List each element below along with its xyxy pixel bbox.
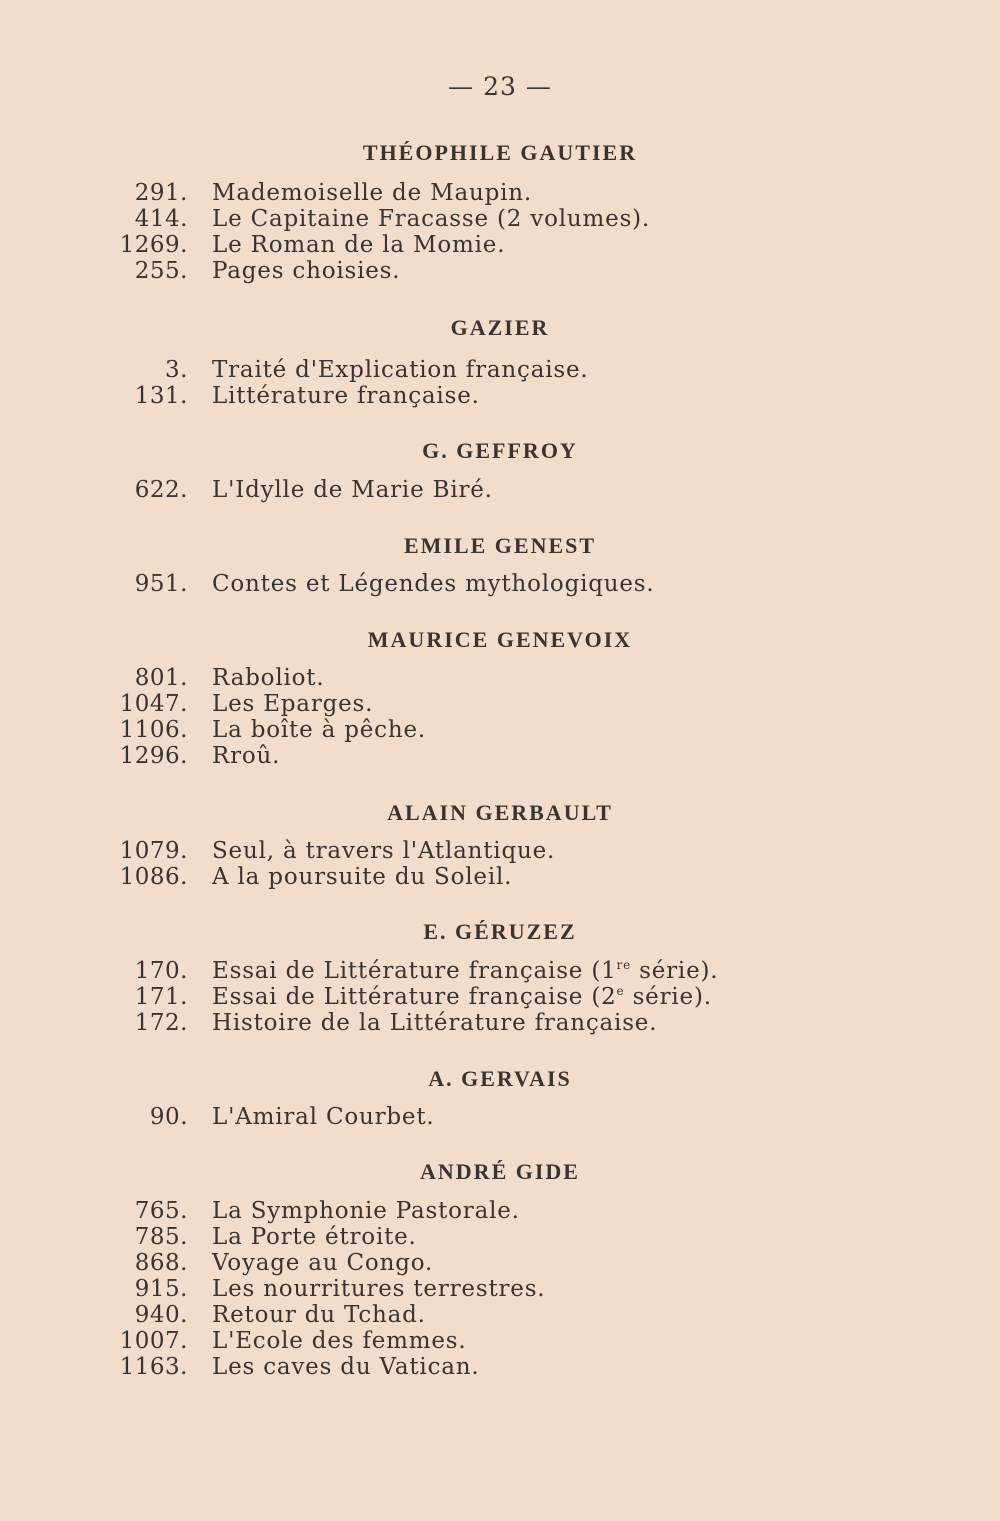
list-item bbox=[0, 1328, 1000, 1354]
author-heading: ALAIN GERBAULT bbox=[387, 800, 613, 825]
entry-number: 915. bbox=[134, 1276, 188, 1302]
list-item bbox=[0, 357, 1000, 383]
entry-number: 622. bbox=[134, 477, 188, 503]
list-item bbox=[0, 1010, 1000, 1036]
entry-number: 1086. bbox=[119, 864, 188, 890]
list-item bbox=[0, 180, 1000, 206]
entry-title-text: Essai de Littérature française (1 bbox=[212, 958, 617, 984]
entry-number: 255. bbox=[134, 258, 188, 284]
entry-list bbox=[0, 571, 1000, 597]
entry-title bbox=[212, 984, 712, 1010]
entry-title bbox=[212, 958, 718, 984]
entry-number: 785. bbox=[134, 1224, 188, 1250]
entry-list bbox=[0, 665, 1000, 769]
entry-list bbox=[0, 958, 1000, 1036]
list-item bbox=[0, 232, 1000, 258]
entry-title: Littérature française. bbox=[212, 383, 480, 409]
entry-title: Traité d'Explication française. bbox=[212, 357, 589, 383]
list-item bbox=[0, 477, 1000, 503]
list-item bbox=[0, 1276, 1000, 1302]
entry-title: Le Roman de la Momie. bbox=[212, 232, 506, 258]
entry-title: L'Ecole des femmes. bbox=[212, 1328, 467, 1354]
entry-title: Pages choisies. bbox=[212, 258, 401, 284]
entry-number: 3. bbox=[165, 357, 188, 383]
entry-title: Contes et Légendes mythologiques. bbox=[212, 571, 655, 597]
entry-number: 868. bbox=[134, 1250, 188, 1276]
entry-title: La boîte à pêche. bbox=[212, 717, 426, 743]
entry-title: La Symphonie Pastorale. bbox=[212, 1198, 520, 1224]
entry-number: 1106. bbox=[119, 717, 188, 743]
list-item bbox=[0, 1198, 1000, 1224]
author-heading: ANDRÉ GIDE bbox=[420, 1159, 580, 1184]
entry-title: Seul, à travers l'Atlantique. bbox=[212, 838, 556, 864]
list-item bbox=[0, 1104, 1000, 1130]
list-item bbox=[0, 1250, 1000, 1276]
list-item bbox=[0, 1224, 1000, 1250]
entry-number: 291. bbox=[134, 180, 188, 206]
entry-number: 171. bbox=[134, 984, 188, 1010]
entry-list bbox=[0, 1104, 1000, 1130]
entry-list bbox=[0, 357, 1000, 409]
list-item bbox=[0, 571, 1000, 597]
list-item bbox=[0, 743, 1000, 769]
entry-title: Le Capitaine Fracasse (2 volumes). bbox=[212, 206, 651, 232]
entry-number: 801. bbox=[134, 665, 188, 691]
entry-title: Rroû. bbox=[212, 743, 281, 769]
list-item bbox=[0, 958, 1000, 984]
entry-number: 1269. bbox=[119, 232, 188, 258]
author-heading: E. GÉRUZEZ bbox=[423, 919, 577, 944]
entry-number: 1079. bbox=[119, 838, 188, 864]
entry-title: La Porte étroite. bbox=[212, 1224, 417, 1250]
entry-list bbox=[0, 1198, 1000, 1380]
author-heading: GAZIER bbox=[450, 315, 550, 340]
list-item bbox=[0, 665, 1000, 691]
entry-number: 170. bbox=[134, 958, 188, 984]
entry-title-text: Essai de Littérature française (2 bbox=[212, 984, 617, 1010]
entry-title: Raboliot. bbox=[212, 665, 325, 691]
ordinal-superscript: re bbox=[616, 958, 631, 972]
author-heading: THÉOPHILE GAUTIER bbox=[362, 140, 638, 165]
entry-title-end: série). bbox=[631, 958, 719, 984]
entry-title: Histoire de la Littérature française. bbox=[212, 1010, 658, 1036]
list-item bbox=[0, 383, 1000, 409]
entry-number: 172. bbox=[134, 1010, 188, 1036]
entry-number: 1007. bbox=[119, 1328, 188, 1354]
entry-number: 1163. bbox=[119, 1354, 188, 1380]
entry-title-end: série). bbox=[624, 984, 712, 1010]
list-item bbox=[0, 1302, 1000, 1328]
entry-title: Les Eparges. bbox=[212, 691, 374, 717]
list-item bbox=[0, 717, 1000, 743]
author-heading: EMILE GENEST bbox=[403, 533, 597, 558]
entry-number: 131. bbox=[134, 383, 188, 409]
entry-title: Retour du Tchad. bbox=[212, 1302, 426, 1328]
entry-number: 1047. bbox=[119, 691, 188, 717]
entry-number: 940. bbox=[134, 1302, 188, 1328]
ordinal-superscript: e bbox=[616, 984, 625, 998]
author-heading: MAURICE GENEVOIX bbox=[367, 627, 633, 652]
entry-title: L'Idylle de Marie Biré. bbox=[212, 477, 493, 503]
entry-number: 765. bbox=[134, 1198, 188, 1224]
entry-number: 90. bbox=[149, 1104, 188, 1130]
entry-title: Les caves du Vatican. bbox=[212, 1354, 480, 1380]
entry-number: 951. bbox=[134, 571, 188, 597]
list-item bbox=[0, 838, 1000, 864]
list-item bbox=[0, 1354, 1000, 1380]
list-item bbox=[0, 206, 1000, 232]
entry-list bbox=[0, 180, 1000, 284]
entry-title: L'Amiral Courbet. bbox=[212, 1104, 435, 1130]
entry-title: Voyage au Congo. bbox=[212, 1250, 434, 1276]
entry-list bbox=[0, 477, 1000, 503]
author-heading: G. GEFFROY bbox=[422, 438, 578, 463]
entry-list bbox=[0, 838, 1000, 890]
list-item bbox=[0, 984, 1000, 1010]
entry-number: 414. bbox=[134, 206, 188, 232]
list-item bbox=[0, 691, 1000, 717]
entry-number: 1296. bbox=[119, 743, 188, 769]
entry-title: Les nourritures terrestres. bbox=[212, 1276, 546, 1302]
list-item bbox=[0, 258, 1000, 284]
list-item bbox=[0, 864, 1000, 890]
entry-title: Mademoiselle de Maupin. bbox=[212, 180, 532, 206]
entry-title: A la poursuite du Soleil. bbox=[212, 864, 513, 890]
author-heading: A. GERVAIS bbox=[428, 1066, 572, 1091]
page-number: — 23 — bbox=[448, 72, 552, 101]
